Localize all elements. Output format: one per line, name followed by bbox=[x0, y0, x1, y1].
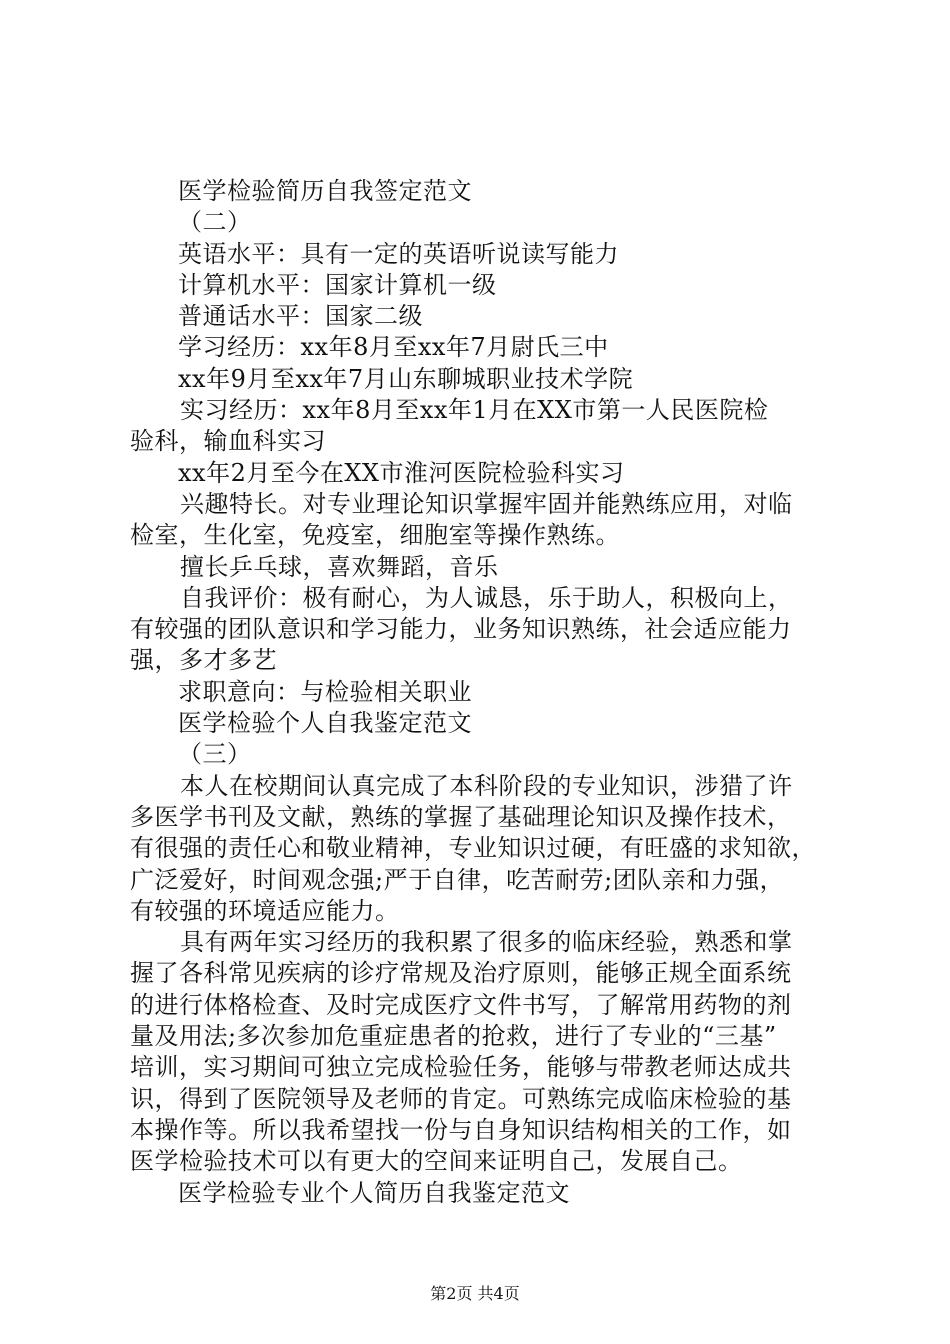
paragraph-line: 本人在校期间认真完成了本科阶段的专业知识，涉猎了许 bbox=[180, 771, 793, 800]
paragraph-line: 培训，实习期间可独立完成检验任务，能够与带教老师达成共 bbox=[130, 1053, 792, 1082]
paragraph-line: 学习经历：xx年8月至xx年7月尉氏三中 bbox=[178, 333, 609, 362]
section-title: 医学检验专业个人简历自我鉴定范文 bbox=[178, 1178, 570, 1207]
paragraph-line: 自我评价：极有耐心，为人诚恳，乐于助人，积极向上， bbox=[180, 583, 793, 612]
paragraph-line: 有较强的环境适应能力。 bbox=[130, 896, 400, 925]
paragraph-line: 实习经历：xx年8月至xx年1月在XX市第一人民医院检 bbox=[180, 396, 769, 425]
paragraph-line: 的进行体格检查、及时完成医疗文件书写，了解常用药物的剂 bbox=[130, 990, 792, 1019]
paragraph-line: 具有两年实习经历的我积累了很多的临床经验，熟悉和掌 bbox=[180, 928, 793, 957]
paragraph-line: 英语水平：具有一定的英语听说读写能力 bbox=[178, 239, 619, 268]
paragraph-line: 广泛爱好，时间观念强;严于自律，吃苦耐劳;团队亲和力强， bbox=[130, 865, 785, 894]
section-number: （二） bbox=[178, 208, 252, 237]
paragraph-line: 普通话水平：国家二级 bbox=[178, 302, 423, 331]
paragraph-line: 擅长乒乓球，喜欢舞蹈，音乐 bbox=[180, 552, 499, 581]
paragraph-line: 有很强的责任心和敬业精神，专业知识过硬，有旺盛的求知欲， bbox=[130, 834, 816, 863]
page-number-footer: 第2页 共4页 bbox=[430, 1284, 520, 1303]
paragraph-line: 识，得到了医院领导及老师的肯定。可熟练完成临床检验的基 bbox=[130, 1084, 792, 1113]
section-number: （三） bbox=[178, 740, 252, 769]
document-body bbox=[130, 176, 840, 1209]
paragraph-line: 医学检验技术可以有更大的空间来证明自己，发展自己。 bbox=[130, 1147, 743, 1176]
section-title: 医学检验个人自我鉴定范文 bbox=[178, 709, 472, 738]
paragraph-line: 兴趣特长。对专业理论知识掌握牢固并能熟练应用，对临 bbox=[180, 489, 793, 518]
paragraph-line: xx年2月至今在XX市淮河医院检验科实习 bbox=[178, 458, 625, 487]
paragraph-line: 有较强的团队意识和学习能力，业务知识熟练，社会适应能力 bbox=[130, 615, 792, 644]
paragraph-line: 多医学书刊及文献，熟练的掌握了基础理论知识及操作技术， bbox=[130, 802, 792, 831]
paragraph-line: 握了各科常见疾病的诊疗常规及治疗原则，能够正规全面系统 bbox=[130, 959, 792, 988]
paragraph-line: 计算机水平：国家计算机一级 bbox=[178, 270, 497, 299]
paragraph-line: xx年9月至xx年7月山东聊城职业技术学院 bbox=[178, 364, 634, 393]
paragraph-line: 本操作等。所以我希望找一份与自身知识结构相关的工作，如 bbox=[130, 1115, 792, 1144]
section-title: 医学检验简历自我签定范文 bbox=[178, 177, 472, 205]
paragraph-line: 求职意向：与检验相关职业 bbox=[178, 677, 472, 706]
paragraph-line: 检室，生化室，免疫室，细胞室等操作熟练。 bbox=[130, 521, 620, 550]
paragraph-line: 强，多才多艺 bbox=[130, 646, 277, 675]
paragraph-line: 量及用法;多次参加危重症患者的抢救，进行了专业的“三基” bbox=[130, 1022, 777, 1051]
paragraph-line: 验科，输血科实习 bbox=[130, 427, 326, 456]
